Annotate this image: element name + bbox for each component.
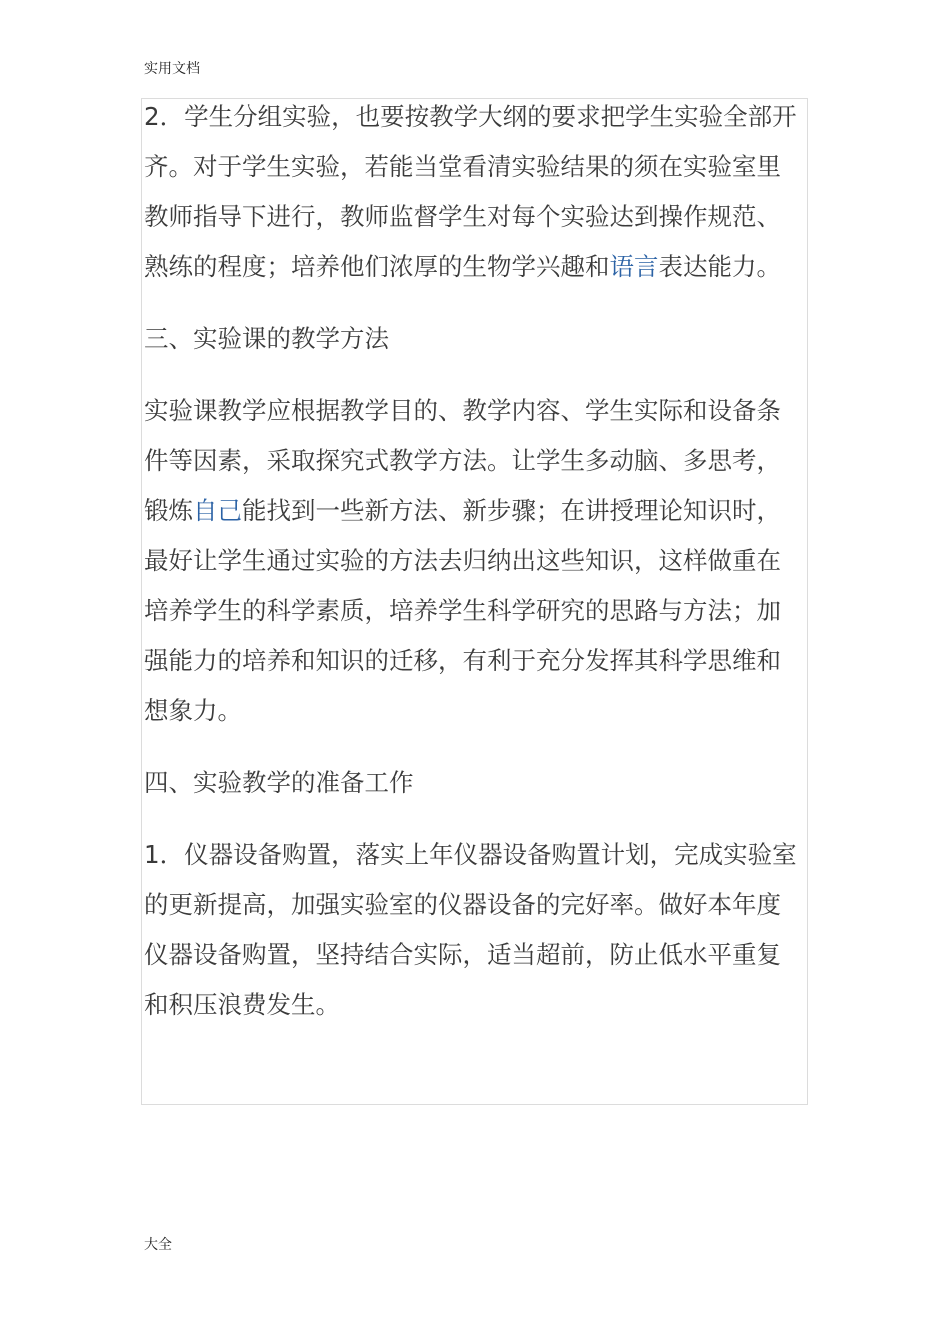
link-language[interactable]: 语言 (609, 252, 659, 281)
link-self[interactable]: 自己 (193, 496, 242, 525)
section-heading-preparation: 四、实验教学的准备工作 (144, 768, 414, 797)
paragraph-student-experiments (144, 92, 804, 292)
page-footer: 大全 (144, 1237, 172, 1253)
paragraph-equipment-purchase: 1．仪器设备购置，落实上年仪器设备购置计划，完成实验室的更新提高，加强实验室的仪器设备的完好率。做好本年度仪器设备购置，坚持结合实际，适当超前，防止低水平重复和积压浪费发生。 (144, 840, 797, 1019)
paragraph-teaching-methods (144, 386, 804, 736)
paragraph-text: 能找到一些新方法、新步骤；在讲授理论知识时，最好让学生通过实验的方法去归纳出这些知识，这样做重在培养学生的科学素质，培养学生科学研究的思路与方法；加强能力的培养和知识的迁移，有利于充分发挥其科学思维和想象力。 (144, 496, 781, 725)
paragraph-text: 表达能力。 (658, 252, 781, 281)
section-heading-teaching-methods: 三、实验课的教学方法 (144, 324, 389, 353)
paragraph-text: 实验课教学应根据教学目的、教学内容、学生实际和设备条件等因素，采取探究式教学方法。让学生多动脑、多思考，锻炼 (144, 396, 781, 525)
paragraph-text: 2．学生分组实验，也要按教学大纲的要求把学生实验全部开齐。对于学生实验，若能当堂看清实验结果的须在实验室里教师指导下进行，教师监督学生对每个实验达到操作规范、熟练的程度；培养他们浓厚的生物学兴趣和 (144, 102, 797, 281)
page-header: 实用文档 (144, 61, 200, 77)
document-body (144, 92, 804, 1030)
